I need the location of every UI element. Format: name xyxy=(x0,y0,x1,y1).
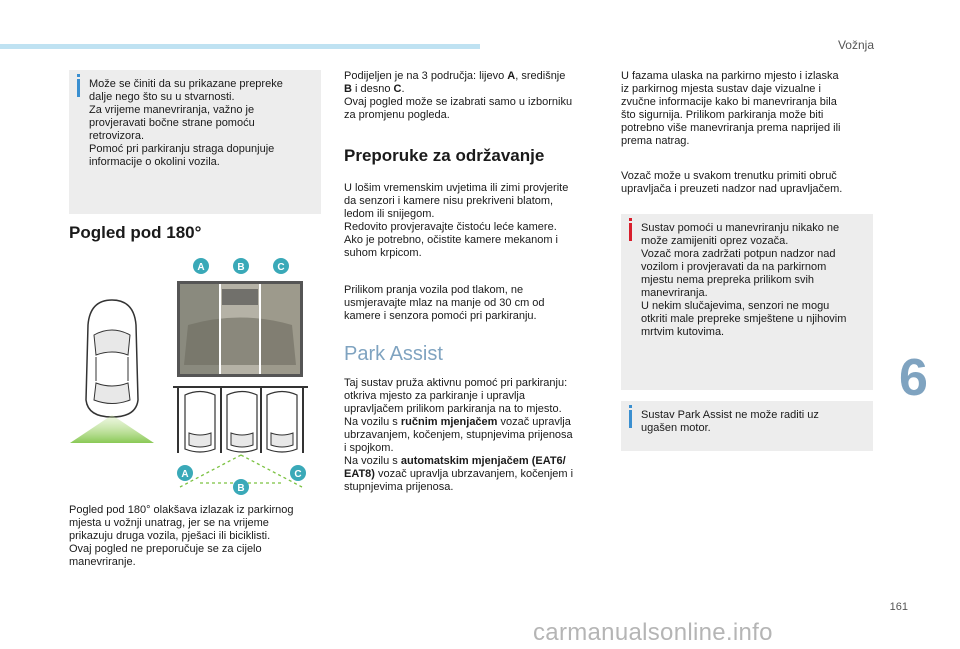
text: U lošim vremenskim uvjetima ili zimi provjerite xyxy=(344,182,569,194)
text: vozač upravlja xyxy=(497,416,571,428)
camera-field-icon xyxy=(70,415,154,443)
text: otkriti male prepreke smještene u njihovim xyxy=(641,313,847,325)
note-line: provjeravati bočne strane pomoću xyxy=(89,117,255,129)
zone-b-label: B xyxy=(237,262,245,273)
note-line: informacije o okolini vozila. xyxy=(89,156,220,168)
note-line: dalje nego što su u stvarnosti. xyxy=(89,91,235,103)
text: upravljača i preuzeti nadzor nad upravljačem. xyxy=(621,183,843,195)
zone-a-label: A xyxy=(181,469,189,480)
warning-icon xyxy=(629,223,632,241)
text: Na vozilu s xyxy=(344,455,401,467)
body-line: prikazuju druga vozila, pješaci ili biciklisti. xyxy=(69,530,271,542)
body-line: mjesta u vožnji unatrag, jer se na vrijeme xyxy=(69,517,269,529)
text: Vozač mora zadržati potpun nadzor nad xyxy=(641,248,836,260)
text: što sigurnija. Prilikom parkiranja može biti xyxy=(621,109,824,121)
text: suhom krpicom. xyxy=(344,247,422,259)
text: vozilom i provjeravati da na parkirnom xyxy=(641,261,827,273)
zone-b-text: B xyxy=(344,83,352,95)
info-note-engine xyxy=(621,401,873,451)
text: Redovito provjeravajte čistoću leće kamere. xyxy=(344,221,557,233)
body-line: Pogled pod 180° olakšava izlazak iz parkirnog xyxy=(69,504,294,516)
text: i spojkom. xyxy=(344,442,394,454)
info-icon xyxy=(629,410,632,428)
zone-c-label: C xyxy=(277,262,285,273)
zone-b-label: B xyxy=(237,483,245,494)
zone-a-text: A xyxy=(507,70,516,82)
text: manevriranja. xyxy=(641,287,708,299)
header-accent-bar xyxy=(0,44,480,49)
warning-note xyxy=(621,214,873,390)
car-top-view-icon xyxy=(86,300,138,417)
heading-park-assist: Park Assist xyxy=(344,343,443,365)
text: iz parkirnog mjesta sustav daje vizualne i xyxy=(621,83,821,95)
heading-180-view: Pogled pod 180° xyxy=(69,223,202,242)
note-line: Može se činiti da su prikazane prepreke xyxy=(89,78,283,90)
text: . xyxy=(401,83,405,95)
text: vozač upravlja ubrzavanjem, kočenjem i xyxy=(374,468,574,480)
note-line: Za vrijeme manevriranja, važno je xyxy=(89,104,255,116)
text-bold: automatskim mjenjačem (EAT6/ xyxy=(400,455,566,467)
text: usmjeravajte mlaz na manje od 30 cm od xyxy=(344,297,545,309)
text: Sustav pomoći u manevriranju nikako ne xyxy=(641,222,840,234)
col3-paragraph-1 xyxy=(621,70,883,148)
text: ledom ili snijegom. xyxy=(344,208,435,220)
body-180-view xyxy=(69,504,329,569)
text: ugašen motor. xyxy=(641,422,711,434)
intro-zones xyxy=(344,70,604,122)
body-line: manevriranje. xyxy=(69,556,136,568)
text: Prilikom pranja vozila pod tlakom, ne xyxy=(344,284,524,296)
text: Vozač može u svakom trenutku primiti obruč xyxy=(621,170,837,182)
text: Ovaj pogled može se izabrati samo u izborniku xyxy=(344,96,573,108)
text: zvučne informacije kako bi manevriranja bila xyxy=(621,96,837,108)
camera-screen xyxy=(177,281,303,377)
park-assist-body xyxy=(344,377,606,494)
maintenance-paragraph-1 xyxy=(344,182,604,260)
text: stupnjevima prijenosa. xyxy=(344,481,454,493)
text: , središnje xyxy=(515,70,566,82)
text: Na vozilu s xyxy=(344,416,401,428)
info-note-distance xyxy=(69,70,321,214)
text: Taj sustav pruža aktivnu pomoć pri parkiranju: xyxy=(344,377,568,389)
text: upravljačem prilikom parkiranja na to mjesto. xyxy=(344,403,562,415)
maintenance-paragraph-2 xyxy=(344,284,604,323)
text: Podijeljen je na 3 područja: lijevo xyxy=(344,70,508,82)
text-bold: ručnim mjenjačem xyxy=(400,416,498,428)
heading-maintenance: Preporuke za održavanje xyxy=(344,146,545,165)
text: može zamijeniti oprez vozača. xyxy=(641,235,789,247)
col3-paragraph-2 xyxy=(621,170,883,196)
text: U fazama ulaska na parkirno mjesto i izlaska xyxy=(621,70,839,82)
text: otkriva mjesto za parkiranje i upravlja xyxy=(344,390,525,402)
watermark: carmanualsonline.info xyxy=(533,619,773,646)
text: za promjenu pogleda. xyxy=(344,109,450,121)
text: U nekim slučajevima, senzori ne mogu xyxy=(641,300,830,312)
illustration-180-view xyxy=(70,255,330,495)
page-number: 161 xyxy=(889,601,908,613)
zone-c-text: C xyxy=(393,83,402,95)
text: da senzori i kamere nisu prekriveni blatom, xyxy=(344,195,554,207)
info-icon xyxy=(77,79,80,97)
chapter-number: 6 xyxy=(899,349,928,407)
text: ubrzavanjem, kočenjem, stupnjevima prijenosa xyxy=(344,429,573,441)
text: Ako je potrebno, očistite kamere mekanom i xyxy=(344,234,558,246)
text: mrtvim kutovima. xyxy=(641,326,725,338)
text: Sustav Park Assist ne može raditi uz xyxy=(641,409,819,421)
text-bold: EAT8) xyxy=(344,468,375,480)
note-line: retrovizora. xyxy=(89,130,145,142)
parking-bay-diagram xyxy=(173,387,308,453)
note-line: Pomoć pri parkiranju straga dopunjuje xyxy=(89,143,275,155)
body-line: Ovaj pogled ne preporučuje se za cijelo xyxy=(69,543,262,555)
text: i desno xyxy=(351,83,394,95)
text: kamere i senzora pomoći pri parkiranju. xyxy=(344,310,537,322)
section-title: Vožnja xyxy=(837,38,874,52)
text: mjestu nema prepreka prilikom svih xyxy=(641,274,815,286)
text: potrebno više manevriranja prema naprijed ili xyxy=(621,122,841,134)
zone-a-label: A xyxy=(197,262,205,273)
zone-c-label: C xyxy=(294,469,302,480)
text: prema natrag. xyxy=(621,135,690,147)
